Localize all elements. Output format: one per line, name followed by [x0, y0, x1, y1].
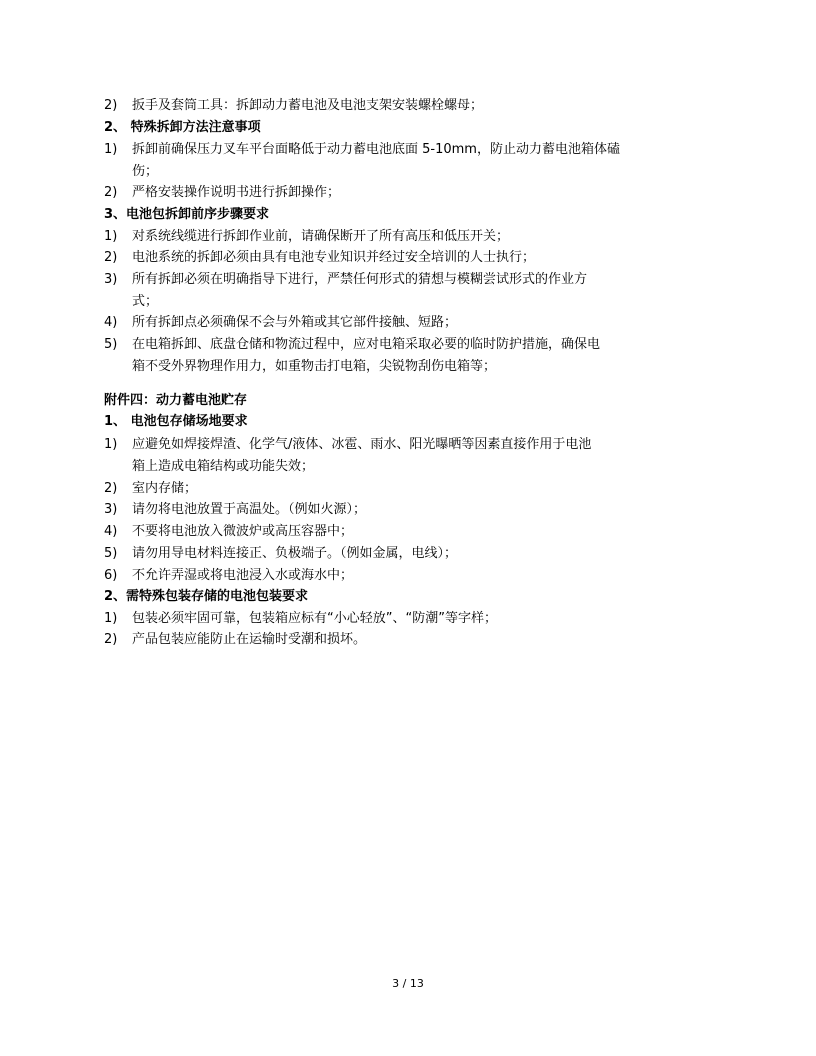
list-item-number: 1) — [104, 229, 118, 244]
section-heading: 3、电池包拆卸前序步骤要求 — [104, 207, 270, 222]
list-item-number: 4) — [104, 315, 118, 330]
list-item-number: 1) — [104, 437, 118, 452]
list-item-text: 电池系统的拆卸必须由具有电池专业知识并经过安全培训的人士执行； — [132, 250, 536, 265]
section-heading: 1、 电池包存储场地要求 — [104, 414, 248, 429]
list-item-text: 请勿用导电材料连接正、负极端子。（例如金属，电线）； — [132, 546, 458, 561]
list-item-continuation: 伤； — [132, 164, 159, 179]
list-item-number: 2) — [104, 481, 118, 496]
list-item-text: 严格安装操作说明书进行拆卸操作； — [132, 185, 341, 200]
list-item-number: 6) — [104, 568, 118, 583]
list-item-text: 请勿将电池放置于高温处。（例如火源）； — [132, 502, 367, 517]
list-item-number: 4) — [104, 524, 118, 539]
section-heading: 附件四：动力蓄电池贮存 — [104, 393, 248, 408]
list-item-number: 3) — [104, 272, 118, 287]
list-item-number: 2) — [104, 98, 118, 113]
list-item-continuation: 箱上造成电箱结构或功能失效； — [132, 459, 315, 474]
list-item-text: 室内存储； — [132, 481, 198, 496]
list-item-number: 1) — [104, 142, 118, 157]
list-item-number: 2) — [104, 632, 118, 647]
list-item-text: 扳手及套筒工具：拆卸动力蓄电池及电池支架安装螺栓螺母； — [132, 98, 484, 113]
list-item-number: 3) — [104, 502, 118, 517]
section-heading: 2、需特殊包装存储的电池包装要求 — [104, 589, 309, 604]
list-item-text: 所有拆卸点必须确保不会与外箱或其它部件接触、短路； — [132, 315, 458, 330]
list-item-text: 所有拆卸必须在明确指导下进行，严禁任何形式的猜想与模糊尝试形式的作业方 — [132, 272, 588, 287]
list-item-continuation: 式； — [132, 294, 159, 309]
list-item-continuation: 箱不受外界物理作用力，如重物击打电箱，尖锐物刮伤电箱等； — [132, 359, 497, 374]
list-item-number: 2) — [104, 250, 118, 265]
section-heading: 2、 特殊拆卸方法注意事项 — [104, 120, 261, 135]
list-item-text: 在电箱拆卸、底盘仓储和物流过程中，应对电箱采取必要的临时防护措施，确保电 — [132, 337, 601, 352]
list-item-text: 应避免如焊接焊渣、化学气/液体、冰雹、雨水、阳光曝晒等因素直接作用于电池 — [132, 437, 592, 452]
list-item-text: 产品包装应能防止在运输时受潮和损坏。 — [132, 632, 367, 647]
list-item-text: 不要将电池放入微波炉或高压容器中； — [132, 524, 354, 539]
list-item-number: 5) — [104, 546, 118, 561]
list-item-text: 不允许弄湿或将电池浸入水或海水中； — [132, 568, 354, 583]
list-item-number: 1) — [104, 611, 118, 626]
list-item-number: 2) — [104, 185, 118, 200]
list-item-text: 拆卸前确保压力叉车平台面略低于动力蓄电池底面 5-10mm，防止动力蓄电池箱体磕 — [132, 142, 620, 157]
list-item-text: 对系统线缆进行拆卸作业前，请确保断开了所有高压和低压开关； — [132, 229, 510, 244]
list-item-text: 包装必须牢固可靠，包装箱应标有“小心轻放”、“防潮”等字样； — [132, 611, 497, 626]
page-number: 3 / 13 — [392, 977, 424, 990]
list-item-number: 5) — [104, 337, 118, 352]
